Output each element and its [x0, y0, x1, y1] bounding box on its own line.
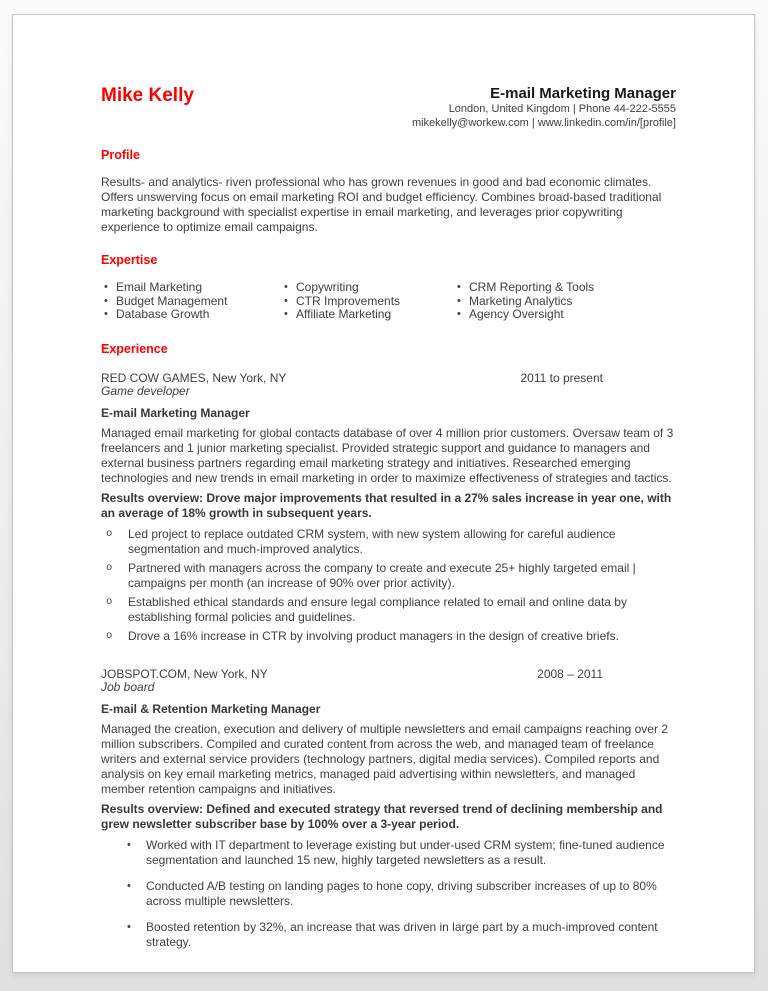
bullet-text: Drove a 16% increase in CTR by involving product managers in the design of creative briefs.: [128, 628, 619, 643]
job-summary-paragraph: Managed the creation, execution and delivery of multiple newsletters and email campaigns reaching over 2 million subscribers. Compiled and curated content from across the web, and managed team of freelance writers and external service providers (technology partners, digital media services). Compiled reports and analysis on key email marketing metrics, managed paid advertising within newsletters, and managed member retention campaigns and initiatives.: [101, 721, 668, 796]
job-role-title: E-mail Marketing Manager: [101, 405, 250, 420]
profile-heading: Profile: [101, 148, 140, 162]
skills-column-3: [454, 281, 594, 322]
circle-bullet-icon: o: [106, 629, 113, 642]
skill-item: [281, 308, 454, 322]
skill-label: Affiliate Marketing: [296, 307, 392, 321]
skill-label: Database Growth: [116, 307, 210, 321]
job-bullet-list: [101, 838, 676, 950]
circle-bullet-icon: o: [106, 561, 113, 574]
skill-label: Copywriting: [296, 280, 359, 294]
employment-dates: 2008 – 2011: [537, 666, 603, 681]
company-descriptor: Game developer: [101, 384, 190, 398]
bullet-text: Led project to replace outdated CRM system, with new system allowing for careful audience segmentation and much-improved analytics.: [128, 526, 616, 556]
results-overview: Results overview: Drove major improvements that resulted in a 27% sales increase in year one, with an average of 18% growth in subsequent years.: [101, 490, 672, 520]
dot-bullet-icon: •: [457, 281, 461, 293]
skill-label: Budget Management: [116, 293, 228, 308]
skill-item: [101, 308, 281, 322]
job-header-row: [101, 372, 676, 386]
profile-paragraph: Results- and analytics- riven professional who has grown revenues in good and bad economic climates. Offers unswerving focus on email marketing ROI and budget efficiency. Combines broad-based traditional marketing background with specialist expertise in email marketing, and leverages prior copywriting experience to optimize email campaigns.: [101, 175, 662, 234]
company-descriptor: Job board: [101, 680, 155, 694]
results-overview: Results overview: Defined and executed strategy that reversed trend of declining membership and grew newsletter subscriber base by 100% over a 3-year period.: [101, 801, 663, 831]
dot-bullet-icon: •: [104, 308, 108, 320]
dot-bullet-icon: •: [104, 294, 108, 307]
dot-bullet-icon: •: [284, 308, 288, 320]
bullet-item: [101, 561, 676, 591]
skill-item: [101, 295, 281, 309]
skills-column-1: [101, 281, 281, 322]
bullet-item: [121, 838, 676, 868]
resume-header: [101, 85, 676, 130]
dot-bullet-icon: •: [284, 294, 288, 307]
job-bullet-list: [101, 527, 676, 644]
section-expertise: [101, 253, 676, 322]
dot-bullet-icon: •: [457, 294, 461, 307]
bullet-text: Conducted A/B testing on landing pages to hone copy, driving subscriber increases of up to 80% across multiple newsletters.: [146, 878, 657, 908]
bullet-item: [101, 629, 676, 644]
skill-label: CRM Reporting & Tools: [469, 280, 595, 294]
dot-bullet-icon: •: [457, 308, 461, 320]
skill-item: [454, 308, 594, 322]
skill-item: [281, 281, 454, 295]
contact-email-linkedin: mikekelly@workew.com | www.linkedin.com/in/[profile]: [411, 116, 676, 129]
dot-bullet-icon: •: [127, 920, 131, 933]
dot-bullet-icon: •: [127, 879, 131, 892]
dot-bullet-icon: •: [284, 281, 288, 293]
company-name: JOBSPOT.COM, New York, NY: [101, 666, 268, 681]
contact-location-phone: London, United Kingdom | Phone 44-222-5555: [448, 103, 676, 115]
job-header-row: [101, 668, 676, 682]
experience-entry-red-cow-games: [101, 372, 676, 644]
expertise-skills-grid: [101, 281, 676, 322]
bullet-text: Worked with IT department to leverage existing but under-used CRM system; fine-tuned audience segmentation and launched 15 new, highly targeted newsletters as a result.: [146, 837, 665, 867]
dot-bullet-icon: •: [104, 281, 108, 293]
skill-item: [454, 295, 594, 309]
bullet-item: [121, 879, 676, 909]
header-contact-block: [412, 85, 676, 130]
bullet-text: Established ethical standards and ensure legal compliance related to email and online data by establishing formal policies and guidelines.: [128, 594, 627, 624]
bullet-item: [101, 595, 676, 625]
job-role-title: E-mail & Retention Marketing Manager: [101, 701, 321, 716]
circle-bullet-icon: o: [106, 527, 113, 540]
company-name: RED COW GAMES, New York, NY: [101, 370, 287, 385]
resume-content: [13, 15, 754, 950]
skill-label: Agency Oversight: [469, 307, 564, 321]
resume-page: [12, 14, 755, 973]
skill-item: [281, 295, 454, 309]
employment-dates: 2011 to present: [520, 370, 603, 385]
job-summary-paragraph: Managed email marketing for global contacts database of over 4 million prior customers. Oversaw team of 3 freelancers and 1 junior marketing specialist. Provided strategic support and guidance to managers and external business partners regarding email marketing strategy and initiatives. Researched emerging technologies and new trends in email marketing in order to maximize effectiveness of strategies and tactics.: [101, 425, 674, 485]
bullet-item: [121, 920, 676, 950]
bullet-text: Boosted retention by 32%, an increase that was driven in large part by a much-improved content strategy.: [146, 919, 658, 949]
skill-label: Marketing Analytics: [469, 293, 573, 308]
bullet-text: Partnered with managers across the company to create and execute 25+ highly targeted email | campaigns per month (an increase of 90% over prior activity).: [128, 560, 636, 590]
candidate-name: Mike Kelly: [101, 85, 194, 106]
experience-entry-jobspot: [101, 668, 676, 950]
expertise-heading: Expertise: [101, 253, 158, 267]
section-profile: [101, 148, 676, 235]
skill-item: [101, 281, 281, 295]
dot-bullet-icon: •: [127, 838, 131, 851]
skill-item: [454, 281, 594, 295]
experience-heading: Experience: [101, 341, 168, 356]
circle-bullet-icon: o: [106, 595, 113, 608]
skill-label: Email Marketing: [116, 280, 203, 294]
section-experience: [101, 342, 676, 950]
skill-label: CTR Improvements: [296, 293, 401, 308]
header-job-title: E-mail Marketing Manager: [490, 85, 676, 102]
bullet-item: [101, 527, 676, 557]
skills-column-2: [281, 281, 454, 322]
